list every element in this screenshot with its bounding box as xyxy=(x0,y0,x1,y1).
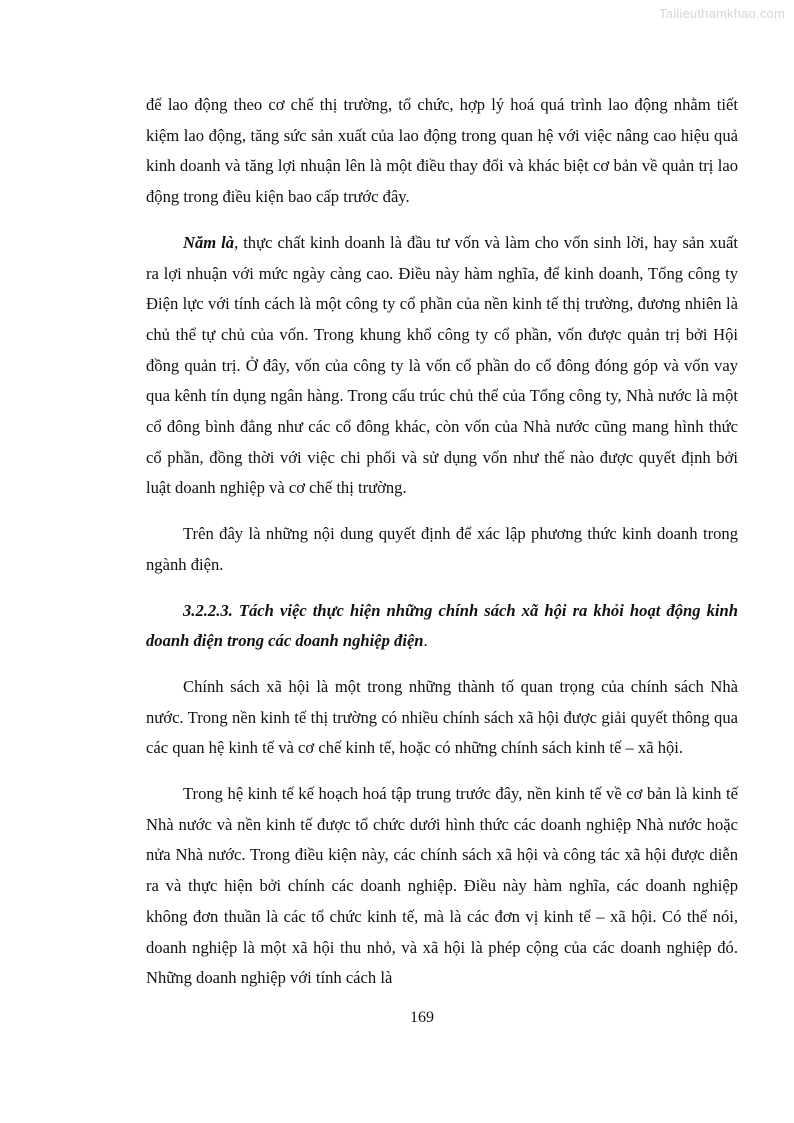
section-heading-period: . xyxy=(423,631,428,651)
section-heading xyxy=(146,596,738,657)
paragraph-planned-economy: Trong hệ kinh tế kế hoạch hoá tập trung trước đây, nền kinh tế về cơ bản là kinh tế Nhà nước và nền kinh tế được tổ chức dưới hình thức các doanh nghiệp Nhà nước hoặc nửa Nhà nước. Trong điều kiện này, các chính sách xã hội và công tác xã hội được diễn ra và thực hiện bởi chính các doanh nghiệp. Điều này hàm nghĩa, các doanh nghiệp không đơn thuần là các tổ chức kinh tế, mà là các đơn vị kinh tế – xã hội. Có thể nói, doanh nghiệp là một xã hội thu nhỏ, và xã hội là phép cộng của các doanh nghiệp đó. Những doanh nghiệp với tính cách là xyxy=(146,784,738,988)
page-body xyxy=(146,90,738,1009)
paragraph-social-policy: Chính sách xã hội là một trong những thành tố quan trọng của chính sách Nhà nước. Trong nền kinh tế thị trường có nhiều chính sách xã hội được giải quyết thông qua các quan hệ kinh tế và cơ chế kinh tế, hoặc có những chính sách kinh tế – xã hội. xyxy=(146,676,738,758)
page-number: 169 xyxy=(410,1009,434,1026)
section-heading-text: 3.2.2.3. Tách việc thực hiện những chính sách xã hội ra khỏi hoạt động kinh doanh điện trong các doanh nghiệp điện xyxy=(146,600,738,651)
paragraph-text: , thực chất kinh doanh là đầu tư vốn và làm cho vốn sinh lời, hay sản xuất ra lợi nhuận với mức ngày càng cao. Điều này hàm nghĩa, để kinh doanh, Tổng công ty Điện lực với tính cách là một công ty cổ phần của nền kinh tế thị trường, đương nhiên là chủ thể tự chủ của vốn. Trong khung khổ công ty cổ phần, vốn được quản trị bởi Hội đồng quản trị. Ở đây, vốn của công ty là vốn cổ phần do cổ đông đóng góp và vốn vay qua kênh tín dụng ngân hàng. Trong cấu trúc chủ thể của Tổng công ty, Nhà nước là một cổ đông bình đẳng như các cổ đông khác, còn vốn của Nhà nước cũng mang hình thức cổ phần, đồng thời với việc chi phối và sử dụng vốn như thế nào được quyết định bởi luật doanh nghiệp và cơ chế thị trường. xyxy=(146,232,739,498)
paragraph-nam-la xyxy=(146,228,738,504)
paragraph-summary: Trên đây là những nội dung quyết định để xác lập phương thức kinh doanh trong ngành điện. xyxy=(146,524,738,574)
paragraph-continued: để lao động theo cơ chế thị trường, tổ chức, hợp lý hoá quá trình lao động nhằm tiết kiệm lao động, tăng sức sản xuất của lao động trong quan hệ với việc nâng cao hiệu quả kinh doanh và tăng lợi nhuận lên là một điều thay đổi và khác biệt cơ bản về quản trị lao động trong điều kiện bao cấp trước đây. xyxy=(146,95,738,207)
paragraph-lead-label: Năm là xyxy=(183,232,235,252)
watermark: Tailieuthamkhao.com xyxy=(659,6,785,21)
